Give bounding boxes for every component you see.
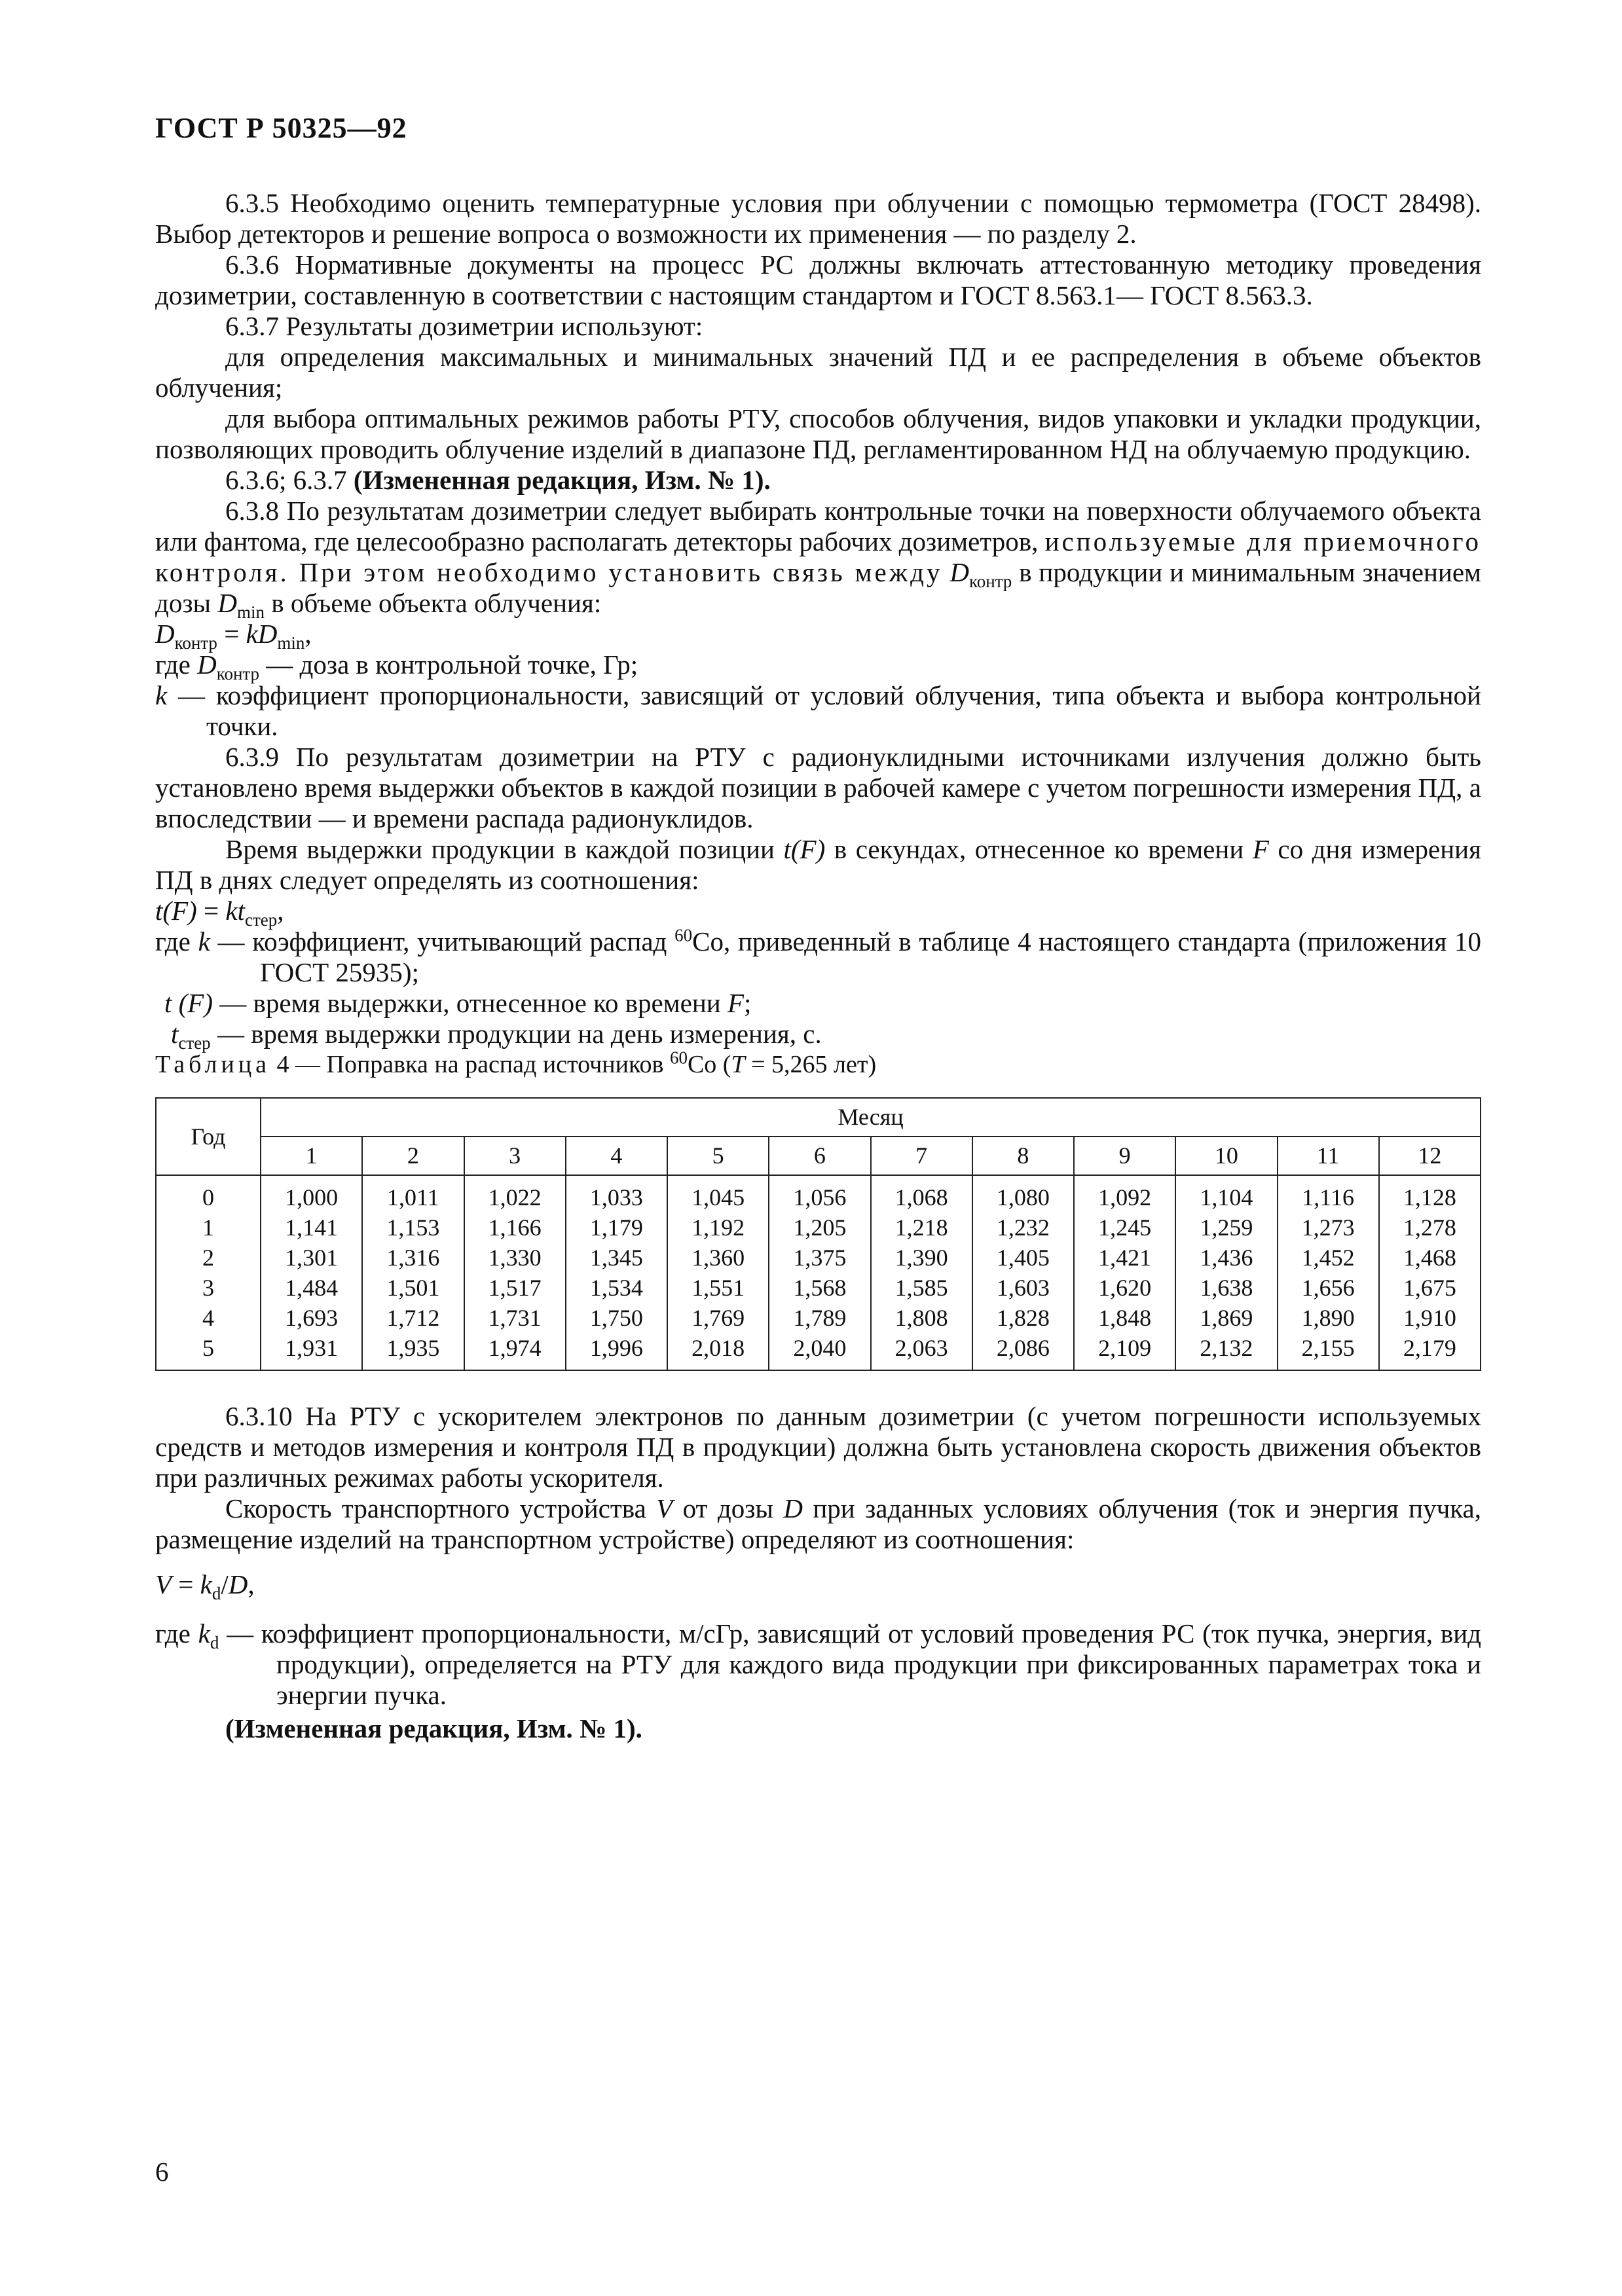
definition-text: — время выдержки, отнесенное ко времени: [213, 988, 728, 1018]
year-cell: 0: [156, 1175, 261, 1212]
value-cell: 1,568: [769, 1273, 870, 1303]
month-header-cell: 7: [871, 1137, 972, 1175]
subscript: min: [277, 633, 305, 653]
definition-d-kontr: [155, 649, 1481, 684]
symbol-d: D: [949, 557, 969, 587]
value-cell: 1,390: [871, 1243, 972, 1273]
value-cell: 1,517: [464, 1273, 566, 1303]
subscript: контр: [216, 664, 260, 684]
value-cell: 1,080: [972, 1175, 1074, 1212]
month-column-header: Месяц: [261, 1098, 1481, 1137]
value-cell: 1,316: [362, 1243, 464, 1273]
definition-text: — коэффициент пропорциональности, зависящий от условий облучения, типа объекта и выбора контрольной точки.: [167, 680, 1481, 741]
value-cell: 1,675: [1379, 1273, 1481, 1303]
symbol-f: F: [727, 988, 744, 1018]
decay-correction-table: [155, 1097, 1481, 1371]
symbol-f: F: [1252, 834, 1269, 864]
paragraph-6-3-9-b: [155, 834, 1481, 896]
year-column-header: Год: [156, 1098, 261, 1175]
formula-t-f: [155, 896, 1481, 930]
value-cell: 1,259: [1175, 1212, 1277, 1243]
where-word: где: [155, 649, 198, 680]
paragraph-text: 6.3.8 По результатам дозиметрии следует выбирать контрольные точки на поверхности облучаемого объекта или фантома, где целесообразно располагать детекторы рабочих дозиметров,: [155, 496, 1481, 556]
table-row: [156, 1243, 1481, 1273]
superscript: 60: [669, 1048, 688, 1068]
symbol-d: D: [197, 649, 217, 680]
punctuation: ,: [304, 619, 312, 649]
value-cell: 1,484: [261, 1273, 362, 1303]
symbol-tf: t (F): [164, 988, 213, 1018]
subscript: d: [210, 1633, 219, 1653]
slash: /: [221, 1569, 229, 1599]
value-cell: 1,890: [1278, 1303, 1379, 1333]
amendment-text: (Измененная редакция, Изм. № 1).: [353, 465, 771, 495]
value-cell: 2,063: [871, 1333, 972, 1370]
equals-sign: =: [217, 619, 246, 649]
paragraph-6-3-7: 6.3.7 Результаты дозиметрии используют:: [225, 311, 703, 341]
value-cell: 1,278: [1379, 1212, 1481, 1243]
value-cell: 1,693: [261, 1303, 362, 1333]
value-cell: 1,192: [667, 1212, 769, 1243]
symbol-k: k: [198, 1618, 210, 1649]
document-body: [155, 188, 1481, 1744]
paragraph-6-3-10-b: [155, 1493, 1481, 1555]
value-cell: 1,769: [667, 1303, 769, 1333]
value-cell: 1,116: [1278, 1175, 1379, 1212]
paragraph-text: Время выдержки продукции в каждой позиции: [225, 834, 784, 864]
value-cell: 2,040: [769, 1333, 870, 1370]
document-header: ГОСТ Р 50325—92: [155, 112, 407, 144]
definition-text: Co, приведенный в таблице 4 настоящего стандарта (приложения 10 ГОСТ 25935);: [260, 926, 1482, 987]
value-cell: 1,375: [769, 1243, 870, 1273]
month-header-cell: 12: [1379, 1137, 1481, 1175]
paragraph-text: в объеме объекта облучения:: [264, 588, 602, 618]
value-cell: 1,750: [566, 1303, 667, 1333]
table-row: [156, 1175, 1481, 1212]
symbol-tf: t(F): [783, 834, 826, 864]
definition-t-f: [164, 988, 1481, 1019]
value-cell: 1,848: [1074, 1303, 1175, 1333]
value-cell: 1,501: [362, 1273, 464, 1303]
year-cell: 2: [156, 1243, 261, 1273]
where-word: где: [155, 926, 198, 957]
year-cell: 4: [156, 1303, 261, 1333]
value-cell: 1,828: [972, 1303, 1074, 1333]
value-cell: 1,996: [566, 1333, 667, 1370]
definition-k-decay: [155, 926, 1481, 988]
subscript: стер: [244, 910, 278, 930]
value-cell: 2,109: [1074, 1333, 1175, 1370]
month-header-cell: 3: [464, 1137, 566, 1175]
definition-text: — доза в контрольной точке, Гр;: [259, 649, 638, 680]
amendment-note-2: (Измененная редакция, Изм. № 1).: [225, 1713, 642, 1743]
amendment-note-1: [155, 465, 1481, 496]
value-cell: 1,104: [1175, 1175, 1277, 1212]
symbol-k: k: [155, 680, 168, 710]
value-cell: 1,931: [261, 1333, 362, 1370]
value-cell: 1,068: [871, 1175, 972, 1212]
paragraph-6-3-10: 6.3.10 На РТУ с ускорителем электронов по данным дозиметрии (с учетом погрешности используемых средств и методов измерения и контроля ПД в продукции) должна быть установлена скорость движения объектов при различных режимах работы ускорителя.: [155, 1401, 1481, 1493]
month-number-row: [156, 1137, 1481, 1175]
value-cell: 1,179: [566, 1212, 667, 1243]
month-header-cell: 1: [261, 1137, 362, 1175]
month-header-cell: 6: [769, 1137, 870, 1175]
value-cell: 1,935: [362, 1333, 464, 1370]
value-cell: 1,360: [667, 1243, 769, 1273]
value-cell: 1,128: [1379, 1175, 1481, 1212]
value-cell: 1,345: [566, 1243, 667, 1273]
value-cell: 1,166: [464, 1212, 566, 1243]
table-caption-label: Таблица: [155, 1051, 271, 1078]
month-header-cell: 9: [1074, 1137, 1175, 1175]
value-cell: 1,585: [871, 1273, 972, 1303]
subscript: d: [212, 1584, 221, 1604]
equals-sign: =: [172, 1569, 200, 1599]
symbol-t: t: [171, 1019, 179, 1049]
value-cell: 1,421: [1074, 1243, 1175, 1273]
punctuation: ,: [248, 1569, 255, 1599]
value-cell: 1,022: [464, 1175, 566, 1212]
value-cell: 1,273: [1278, 1212, 1379, 1243]
value-cell: 1,056: [769, 1175, 870, 1212]
paragraph-text: при заданных условиях облучения (ток и энергия пучка, размещение изделий на транспортном устройстве) определяют из соотношения:: [155, 1493, 1481, 1554]
table-caption: [155, 1049, 1481, 1080]
amendment-ref: 6.3.6; 6.3.7: [225, 465, 354, 495]
subscript: контр: [174, 633, 217, 653]
value-cell: 2,018: [667, 1333, 769, 1370]
symbol-v: V: [155, 1569, 172, 1599]
definition-text: — время выдержки продукции на день измерения, с.: [210, 1019, 822, 1049]
table-row: [156, 1303, 1481, 1333]
punctuation: ;: [744, 988, 752, 1018]
value-cell: 1,468: [1379, 1243, 1481, 1273]
month-header-cell: 2: [362, 1137, 464, 1175]
symbol-kd: kD: [246, 619, 278, 649]
value-cell: 1,869: [1175, 1303, 1277, 1333]
value-cell: 1,638: [1175, 1273, 1277, 1303]
value-cell: 2,132: [1175, 1333, 1277, 1370]
definition-k: [155, 680, 1481, 742]
caption-text: = 5,265 лет): [745, 1051, 877, 1078]
paragraph-6-3-5: 6.3.5 Необходимо оценить температурные условия при облучении с помощью термометра (ГОСТ 28498). Выбор детекторов и решение вопроса о возможности их применения — по разделу 2.: [155, 188, 1481, 249]
definition-text: — коэффициент пропорциональности, м/сГр, зависящий от условий проведения РС (ток пучка, энергия, вид продукции), определяется на РТУ для каждого вида продукции при фиксированных параметрах тока и энергии пучка.: [219, 1618, 1481, 1710]
value-cell: 1,153: [362, 1212, 464, 1243]
paragraph-6-3-6: 6.3.6 Нормативные документы на процесс РС должны включать аттестованную методику проведения дозиметрии, составленную в соответствии с настоящим стандартом и ГОСТ 8.563.1— ГОСТ 8.563.3.: [155, 249, 1481, 310]
value-cell: 1,910: [1379, 1303, 1481, 1333]
paragraph-6-3-7-item-a: для определения максимальных и минимальных значений ПД и ее распределения в объеме объектов облучения;: [155, 342, 1481, 403]
value-cell: 1,205: [769, 1212, 870, 1243]
paragraph-text: от дозы: [673, 1493, 784, 1523]
punctuation: ,: [277, 896, 284, 926]
value-cell: 1,603: [972, 1273, 1074, 1303]
month-header-cell: 4: [566, 1137, 667, 1175]
value-cell: 1,620: [1074, 1273, 1175, 1303]
paragraph-text: в секундах, отнесенное ко времени: [825, 834, 1253, 864]
value-cell: 2,179: [1379, 1333, 1481, 1370]
value-cell: 1,656: [1278, 1273, 1379, 1303]
caption-text: Co (: [687, 1051, 731, 1078]
value-cell: 1,033: [566, 1175, 667, 1212]
paragraph-text: в продукции и минимальным значением дозы: [155, 557, 1481, 618]
subscript: контр: [968, 572, 1012, 592]
value-cell: 1,330: [464, 1243, 566, 1273]
value-cell: 1,218: [871, 1212, 972, 1243]
spaced-text: используемые для приемочного контроля. При этом необходимо установить связь между: [155, 526, 1481, 587]
paragraph-text: Скорость транспортного устройства: [225, 1493, 657, 1523]
symbol-k: k: [200, 1569, 212, 1599]
value-cell: 1,436: [1175, 1243, 1277, 1273]
value-cell: 1,405: [972, 1243, 1074, 1273]
symbol-tf: t(F): [155, 896, 197, 926]
value-cell: 1,141: [261, 1212, 362, 1243]
where-word: где: [155, 1618, 198, 1649]
table-row: [156, 1333, 1481, 1370]
paragraph-6-3-8: [155, 496, 1481, 623]
page-number: 6: [155, 2157, 169, 2187]
value-cell: 1,452: [1278, 1243, 1379, 1273]
year-cell: 5: [156, 1333, 261, 1370]
definition-t-ster: [171, 1019, 1481, 1053]
symbol-v: V: [656, 1493, 673, 1523]
symbol-d: D: [155, 619, 175, 649]
paragraph-6-3-7-item-b: для выбора оптимальных режимов работы РТУ, способов облучения, видов упаковки и укладки продукции, позволяющих проводить облучение изделий в диапазоне ПД, регламентированном НД на облучаемую продукцию.: [155, 403, 1481, 464]
value-cell: 1,232: [972, 1212, 1074, 1243]
table-row: [156, 1212, 1481, 1243]
year-cell: 1: [156, 1212, 261, 1243]
equals-sign: =: [196, 896, 226, 926]
symbol-t: T: [731, 1051, 745, 1078]
value-cell: 1,534: [566, 1273, 667, 1303]
value-cell: 1,808: [871, 1303, 972, 1333]
year-cell: 3: [156, 1273, 261, 1303]
symbol-d: D: [783, 1493, 803, 1523]
definition-text: — коэффициент, учитывающий распад: [210, 926, 675, 957]
formula-d-kontr: [155, 619, 1481, 653]
caption-text: 4 — Поправка на распад источников: [270, 1051, 670, 1078]
symbol-d: D: [228, 1569, 248, 1599]
paragraph-6-3-9: 6.3.9 По результатам дозиметрии на РТУ с радионуклидными источниками излучения должно быть установлено время выдержки объектов в каждой позиции в рабочей камере с учетом погрешности измерения ПД, а впоследствии — и времени распада радионуклидов.: [155, 742, 1481, 833]
value-cell: 1,245: [1074, 1212, 1175, 1243]
subscript: min: [236, 602, 265, 623]
value-cell: 2,086: [972, 1333, 1074, 1370]
month-header-cell: 5: [667, 1137, 769, 1175]
symbol-d: D: [217, 588, 237, 618]
value-cell: 1,974: [464, 1333, 566, 1370]
table-row: [156, 1273, 1481, 1303]
value-cell: 1,301: [261, 1243, 362, 1273]
month-header-cell: 10: [1175, 1137, 1277, 1175]
definition-k-d: [155, 1618, 1481, 1711]
value-cell: 1,712: [362, 1303, 464, 1333]
value-cell: 1,789: [769, 1303, 870, 1333]
month-header-cell: 8: [972, 1137, 1074, 1175]
table-body: [156, 1175, 1481, 1370]
superscript: 60: [674, 925, 693, 945]
value-cell: 1,000: [261, 1175, 362, 1212]
symbol-kt: kt: [225, 896, 245, 926]
value-cell: 1,011: [362, 1175, 464, 1212]
formula-v: [155, 1569, 1481, 1604]
subscript: стер: [178, 1033, 211, 1053]
value-cell: 1,045: [667, 1175, 769, 1212]
value-cell: 1,092: [1074, 1175, 1175, 1212]
value-cell: 1,731: [464, 1303, 566, 1333]
value-cell: 2,155: [1278, 1333, 1379, 1370]
month-header-cell: 11: [1278, 1137, 1379, 1175]
value-cell: 1,551: [667, 1273, 769, 1303]
paragraph-text: со дня измерения ПД в днях следует определять из соотношения:: [155, 834, 1481, 895]
symbol-k: k: [198, 926, 210, 957]
